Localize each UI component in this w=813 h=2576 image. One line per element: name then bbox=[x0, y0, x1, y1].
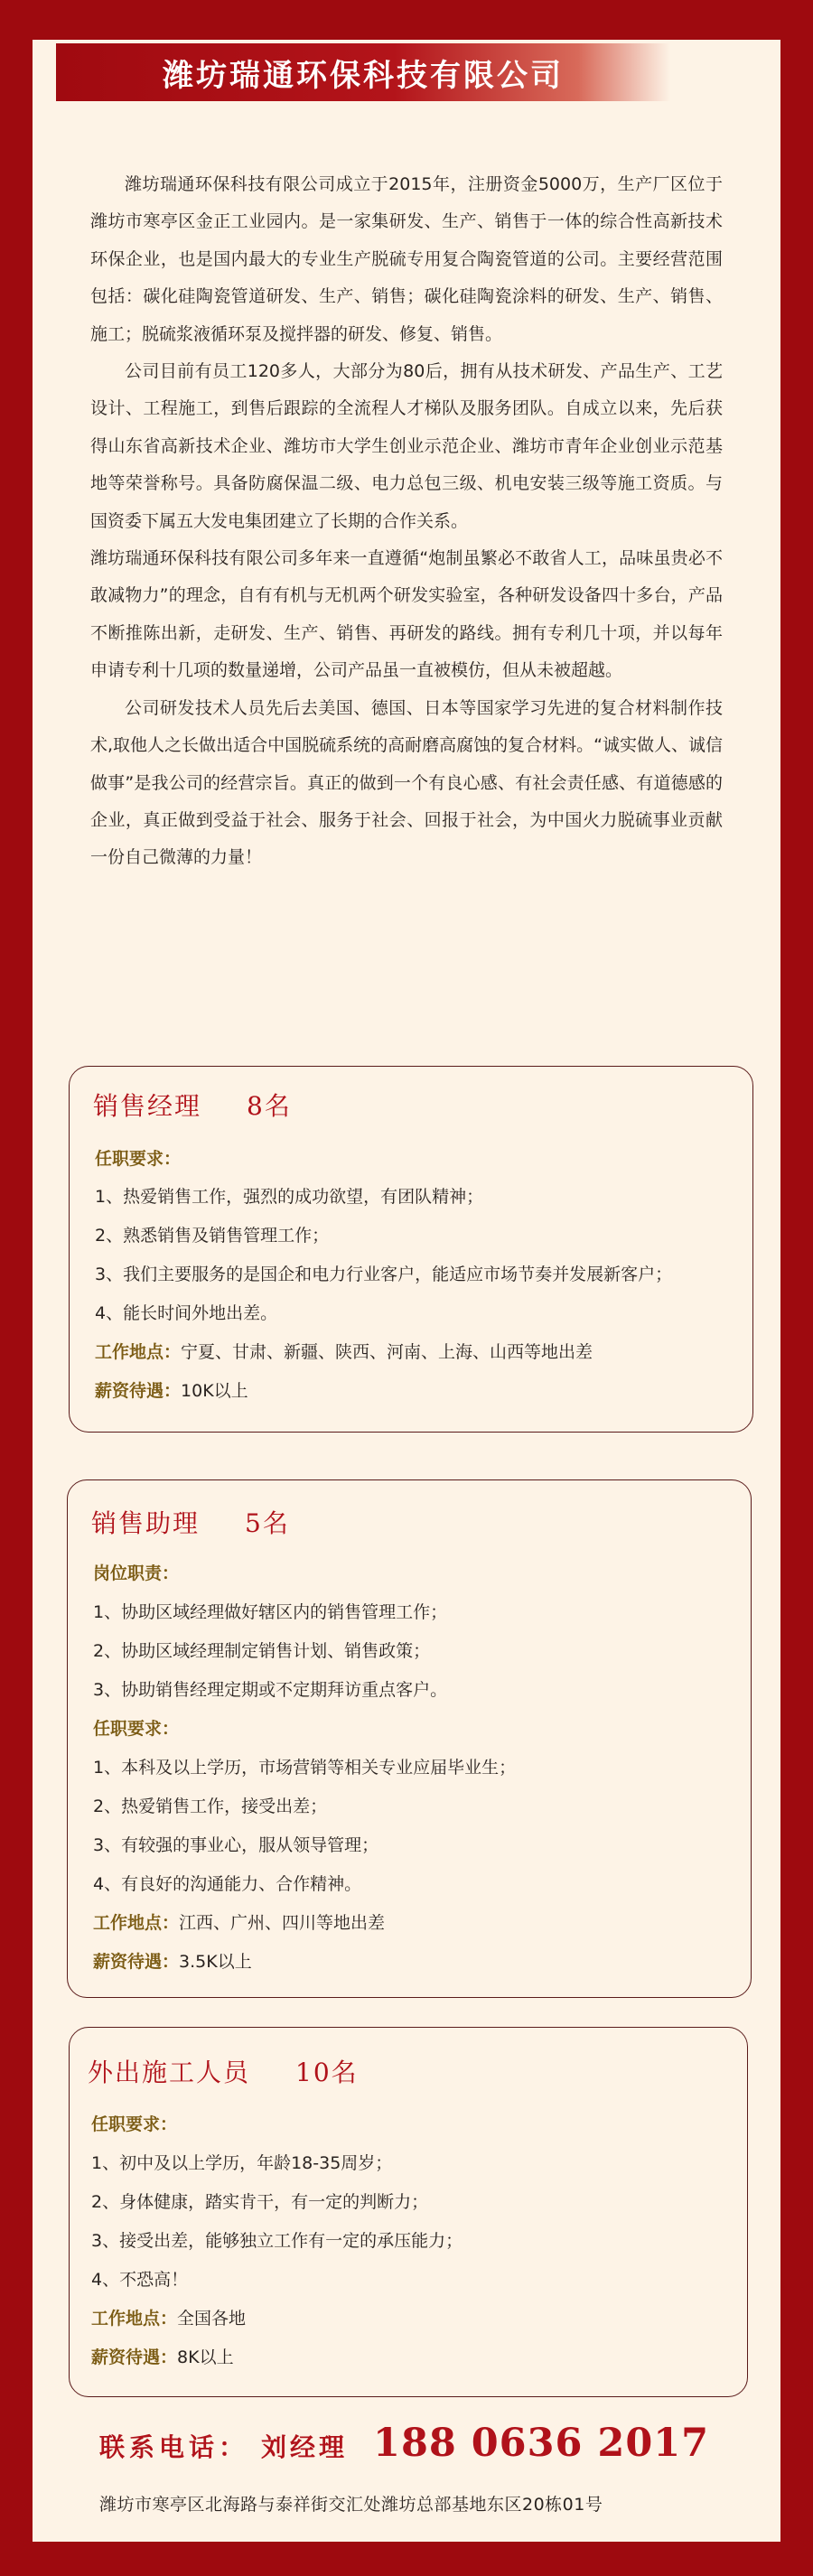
requirement-item: 3、我们主要服务的是国企和电力行业客户，能适应市场节奏并发展新客户； bbox=[95, 1265, 673, 1284]
salary-label: 薪资待遇： bbox=[91, 2347, 178, 2367]
requirement-item: 4、有良好的沟通能力、合作精神。 bbox=[93, 1874, 362, 1894]
requirement-item: 3、有较强的事业心，服从领导管理； bbox=[93, 1835, 379, 1855]
company-intro bbox=[90, 166, 723, 877]
job-card-field-worker bbox=[69, 2027, 748, 2397]
work-location-value: 宁夏、甘肃、新疆、陕西、河南、上海、山西等地出差 bbox=[181, 1342, 593, 1362]
salary-value: 10K以上 bbox=[181, 1381, 248, 1401]
salary bbox=[93, 1948, 252, 1973]
requirement-item: 1、初中及以上学历，年龄18-35周岁； bbox=[91, 2153, 393, 2173]
intro-paragraph-4: 公司研发技术人员先后去美国、德国、日本等国家学习先进的复合材料制作技术,取他人之长做出适合中国脱硫系统的高耐磨高腐蚀的复合材料。“诚实做人、诚信做事”是我公司的经营宗旨。真正的做到一个有良心感、有社会责任感、有道德感的企业，真正做到受益于社会、服务于社会、回报于社会，为中国火力脱硫事业贡献一份自己微薄的力量！ bbox=[90, 697, 723, 868]
duty-item: 3、协助销售经理定期或不定期拜访重点客户。 bbox=[93, 1680, 448, 1700]
intro-paragraph-1: 潍坊瑞通环保科技有限公司成立于2015年，注册资金5000万，生产厂区位于潍坊市寒亭区金正工业园内。是一家集研发、生产、销售于一体的综合性高新技术环保企业，也是国内最大的专业生产脱硫专用复合陶瓷管道的公司。主要经营范围包括：碳化硅陶瓷管道研发、生产、销售；碳化硅陶瓷涂料的研发、生产、销售、施工；脱硫浆液循环泵及搅拌器的研发、修复、销售。 bbox=[90, 174, 723, 344]
requirement-item: 3、接受出差，能够独立工作有一定的承压能力； bbox=[91, 2231, 463, 2251]
requirements-label: 任职要求： bbox=[93, 1719, 180, 1739]
contact-person: 刘经理 bbox=[261, 2432, 349, 2462]
work-location bbox=[93, 1909, 385, 1934]
requirement-item: 1、热爱销售工作，强烈的成功欲望，有团队精神； bbox=[95, 1187, 484, 1207]
requirement-item: 2、熟悉销售及销售管理工作； bbox=[95, 1226, 330, 1246]
title-banner bbox=[56, 43, 670, 101]
job-count: 5名 bbox=[245, 1508, 290, 1538]
work-location-label: 工作地点： bbox=[95, 1342, 182, 1362]
contact-line bbox=[99, 2421, 709, 2466]
work-location-label: 工作地点： bbox=[93, 1913, 180, 1933]
duty-item: 2、协助区域经理制定销售计划、销售政策； bbox=[93, 1641, 431, 1661]
job-card-sales-assistant bbox=[67, 1479, 752, 1998]
requirements-label: 任职要求： bbox=[95, 1149, 182, 1169]
salary bbox=[95, 1377, 248, 1402]
job-title: 销售经理 bbox=[93, 1091, 202, 1121]
company-address: 潍坊市寒亭区北海路与泰祥街交汇处潍坊总部基地东区20栋01号 bbox=[99, 2495, 603, 2515]
salary-value: 8K以上 bbox=[177, 2347, 234, 2367]
duties-label: 岗位职责： bbox=[93, 1563, 180, 1583]
requirements-label: 任职要求： bbox=[91, 2114, 178, 2134]
work-location-value: 全国各地 bbox=[177, 2309, 247, 2329]
salary-label: 薪资待遇： bbox=[93, 1952, 180, 1972]
job-title-row bbox=[91, 1504, 290, 1540]
job-title-row bbox=[88, 2053, 359, 2089]
job-title-row bbox=[93, 1087, 292, 1123]
intro-paragraph-3: 潍坊瑞通环保科技有限公司多年来一直遵循“炮制虽繁必不敢省人工，品味虽贵必不敢减物力”的理念，自有有机与无机两个研发实验室，各种研发设备四十多台，产品不断推陈出新，走研发、生产、销售、再研发的路线。拥有专利几十项，并以每年申请专利十几项的数量递增，公司产品虽一直被模仿，但从未被超越。 bbox=[90, 548, 723, 681]
work-location bbox=[91, 2305, 246, 2329]
requirement-item: 2、热爱销售工作，接受出差； bbox=[93, 1797, 328, 1816]
requirement-item: 4、能长时间外地出差。 bbox=[95, 1303, 278, 1323]
requirement-item: 4、不恐高！ bbox=[91, 2270, 189, 2290]
salary-label: 薪资待遇： bbox=[95, 1381, 182, 1401]
work-location-label: 工作地点： bbox=[91, 2309, 178, 2329]
company-title: 潍坊瑞通环保科技有限公司 bbox=[163, 57, 564, 94]
job-count: 8名 bbox=[247, 1091, 292, 1121]
job-count: 10名 bbox=[295, 2058, 359, 2087]
salary-value: 3.5K以上 bbox=[179, 1952, 252, 1972]
contact-label: 联系电话： bbox=[99, 2432, 249, 2462]
job-title: 外出施工人员 bbox=[88, 2058, 251, 2087]
contact-phone: 188 0636 2017 bbox=[373, 2421, 710, 2466]
job-title: 销售助理 bbox=[91, 1508, 201, 1538]
work-location-value: 江西、广州、四川等地出差 bbox=[179, 1913, 386, 1933]
job-card-sales-manager bbox=[69, 1066, 753, 1433]
salary bbox=[91, 2344, 234, 2368]
requirement-item: 1、本科及以上学历，市场营销等相关专业应届毕业生； bbox=[93, 1758, 517, 1778]
requirement-item: 2、身体健康，踏实肯干，有一定的判断力； bbox=[91, 2192, 429, 2212]
intro-paragraph-2: 公司目前有员工120多人，大部分为80后，拥有从技术研发、产品生产、工艺设计、工程施工，到售后跟踪的全流程人才梯队及服务团队。自成立以来，先后获得山东省高新技术企业、潍坊市大学生创业示范企业、潍坊市青年企业创业示范基地等荣誉称号。具备防腐保温二级、电力总包三级、机电安装三级等施工资质。与国资委下属五大发电集团建立了长期的合作关系。 bbox=[90, 361, 723, 531]
work-location bbox=[95, 1339, 593, 1363]
duty-item: 1、协助区域经理做好辖区内的销售管理工作； bbox=[93, 1602, 448, 1622]
